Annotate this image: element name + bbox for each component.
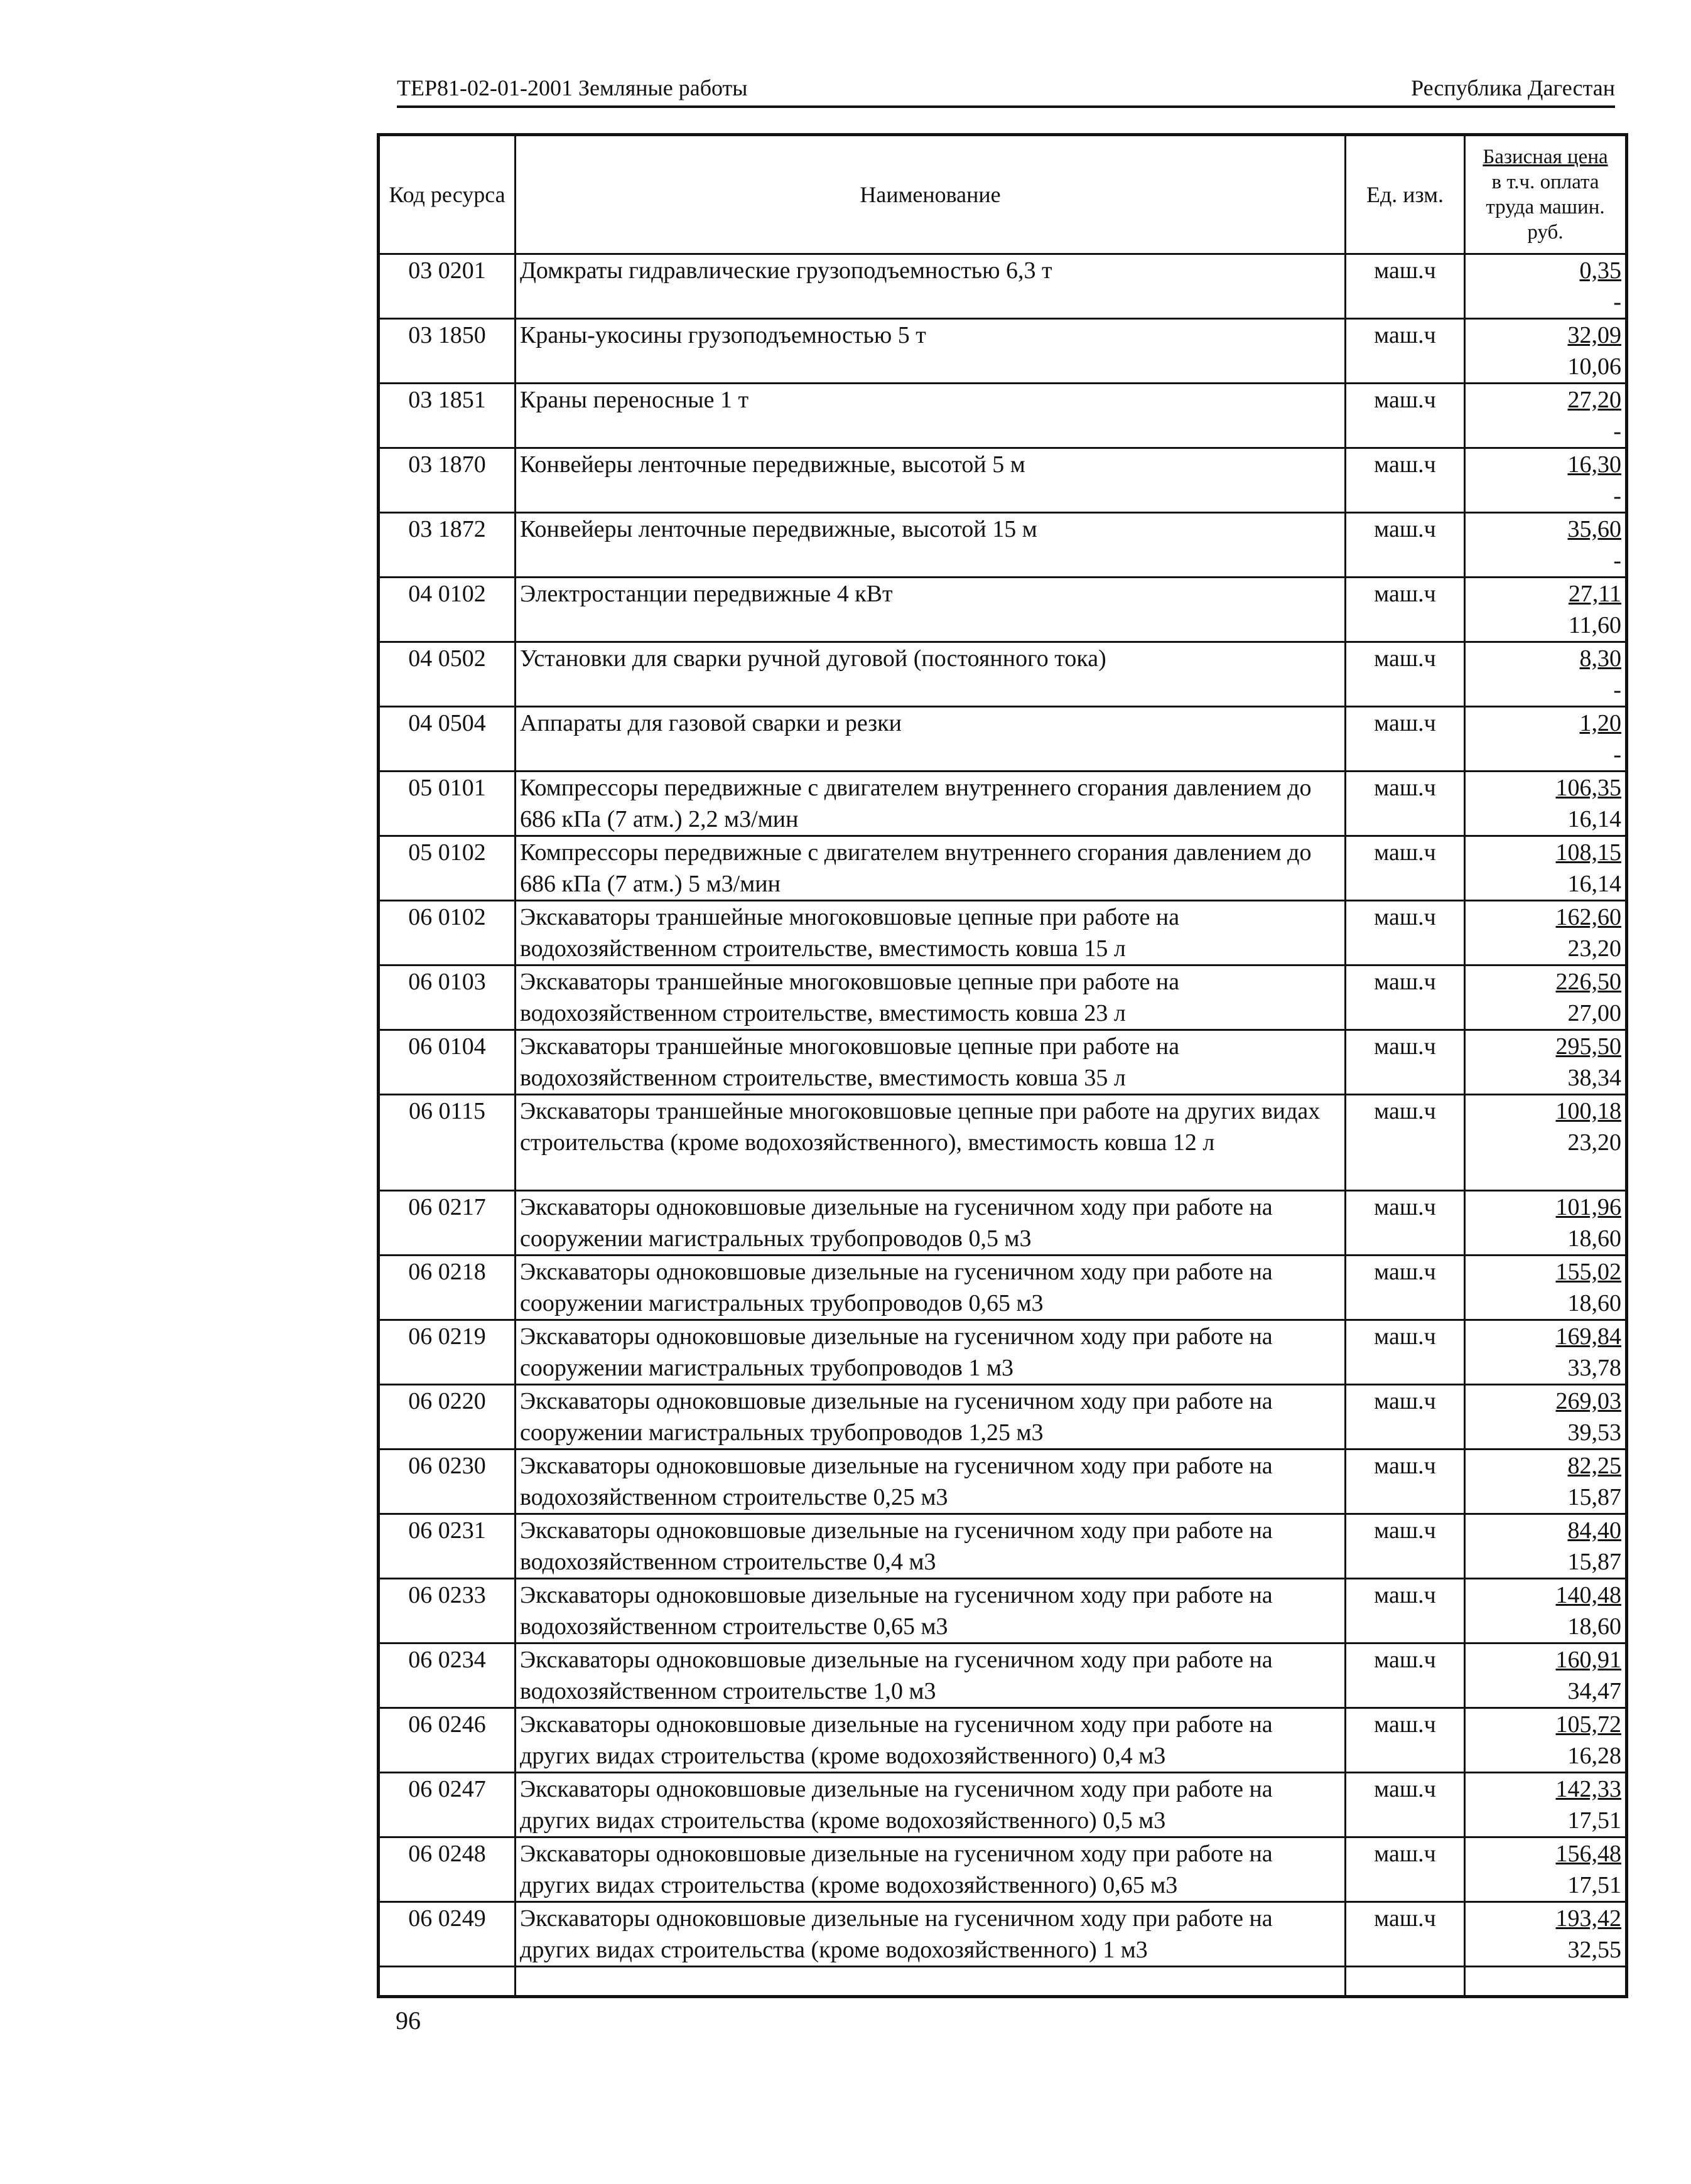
resource-price	[1465, 1837, 1627, 1902]
resource-price	[1465, 1191, 1627, 1256]
base-price: 226,50	[1555, 969, 1621, 995]
resource-unit: маш.ч	[1346, 1579, 1465, 1643]
resource-unit: маш.ч	[1346, 966, 1465, 1030]
resource-unit: маш.ч	[1346, 448, 1465, 513]
base-price: 156,48	[1555, 1841, 1621, 1867]
resource-price	[1465, 448, 1627, 513]
column-header-price	[1465, 135, 1627, 254]
labor-price: 17,51	[1567, 1872, 1621, 1898]
labor-price: -	[1613, 677, 1621, 703]
resource-unit: маш.ч	[1346, 1514, 1465, 1579]
resource-code: 03 1851	[379, 384, 516, 448]
table-row	[379, 1579, 1627, 1643]
resource-code: 06 0249	[379, 1902, 516, 1967]
labor-price: 18,60	[1567, 1290, 1621, 1316]
price-header-line3: труда машин.	[1486, 196, 1605, 218]
resource-unit: маш.ч	[1346, 1708, 1465, 1773]
resource-code: 05 0102	[379, 836, 516, 901]
resource-code: 06 0220	[379, 1385, 516, 1450]
resource-price	[1465, 1902, 1627, 1967]
resource-code: 06 0230	[379, 1450, 516, 1514]
resource-name: Экскаваторы одноковшовые дизельные на гусеничном ходу при работе на водохозяйственном строительстве 1,0 м3	[516, 1643, 1346, 1708]
table-row	[379, 966, 1627, 1030]
price-header-line4: руб.	[1527, 221, 1564, 244]
resource-price	[1465, 1773, 1627, 1837]
resource-price	[1465, 1643, 1627, 1708]
labor-price: 16,14	[1567, 871, 1621, 897]
resource-name: Экскаваторы одноковшовые дизельные на гусеничном ходу при работе на сооружении магистральных трубопроводов 0,65 м3	[516, 1256, 1346, 1320]
resource-table	[377, 133, 1628, 1998]
base-price: 35,60	[1567, 516, 1621, 542]
empty-cell	[516, 1967, 1346, 1997]
table-row	[379, 1708, 1627, 1773]
table-header-row	[379, 135, 1627, 254]
resource-code: 03 1872	[379, 513, 516, 578]
labor-price: -	[1613, 418, 1621, 444]
page-header	[397, 70, 1615, 108]
resource-code: 03 1850	[379, 319, 516, 384]
resource-name: Электростанции передвижные 4 кВт	[516, 578, 1346, 642]
resource-price	[1465, 1320, 1627, 1385]
resource-code: 03 1870	[379, 448, 516, 513]
labor-price: 15,87	[1567, 1484, 1621, 1510]
table-row	[379, 1320, 1627, 1385]
resource-code: 04 0504	[379, 707, 516, 772]
resource-code: 06 0104	[379, 1030, 516, 1095]
table-row	[379, 319, 1627, 384]
resource-name: Конвейеры ленточные передвижные, высотой 5 м	[516, 448, 1346, 513]
table-row	[379, 707, 1627, 772]
resource-unit: маш.ч	[1346, 1385, 1465, 1450]
base-price: 169,84	[1555, 1323, 1621, 1350]
base-price: 105,72	[1555, 1711, 1621, 1738]
resource-name: Экскаваторы одноковшовые дизельные на гусеничном ходу при работе на других видах строительства (кроме водохозяйственного) 0,4 м3	[516, 1708, 1346, 1773]
resource-name: Компрессоры передвижные с двигателем внутреннего сгорания давлением до 686 кПа (7 атм.) 2,2 м3/мин	[516, 772, 1346, 836]
resource-code: 06 0115	[379, 1095, 516, 1191]
price-header-line1: Базисная цена	[1483, 146, 1608, 168]
labor-price: 18,60	[1567, 1613, 1621, 1640]
resource-name: Экскаваторы одноковшовые дизельные на гусеничном ходу при работе на водохозяйственном строительстве 0,65 м3	[516, 1579, 1346, 1643]
base-price: 0,35	[1579, 257, 1621, 284]
resource-price	[1465, 1030, 1627, 1095]
resource-price	[1465, 384, 1627, 448]
resource-name: Краны переносные 1 т	[516, 384, 1346, 448]
region-name: Республика Дагестан	[1411, 75, 1615, 100]
resource-price	[1465, 1095, 1627, 1191]
resource-unit: маш.ч	[1346, 513, 1465, 578]
resource-name: Установки для сварки ручной дуговой (постоянного тока)	[516, 642, 1346, 707]
document-title: ТЕР81-02-01-2001 Земляные работы	[397, 75, 748, 100]
resource-name: Экскаваторы траншейные многоковшовые цепные при работе на водохозяйственном строительстве, вместимость ковша 23 л	[516, 966, 1346, 1030]
empty-row	[379, 1967, 1627, 1997]
table-row	[379, 1773, 1627, 1837]
base-price: 295,50	[1555, 1033, 1621, 1060]
resource-unit: маш.ч	[1346, 254, 1465, 319]
column-header-name: Наименование	[516, 135, 1346, 254]
resource-unit: маш.ч	[1346, 836, 1465, 901]
labor-price: 23,20	[1567, 1129, 1621, 1156]
resource-unit: маш.ч	[1346, 901, 1465, 966]
labor-price: 27,00	[1567, 1000, 1621, 1026]
resource-name: Компрессоры передвижные с двигателем внутреннего сгорания давлением до 686 кПа (7 атм.) 5 м3/мин	[516, 836, 1346, 901]
resource-code: 06 0248	[379, 1837, 516, 1902]
resource-unit: маш.ч	[1346, 578, 1465, 642]
base-price: 1,20	[1579, 710, 1621, 736]
resource-name: Экскаваторы одноковшовые дизельные на гусеничном ходу при работе на сооружении магистральных трубопроводов 1 м3	[516, 1320, 1346, 1385]
labor-price: 33,78	[1567, 1355, 1621, 1381]
table-row	[379, 1095, 1627, 1191]
resource-unit: маш.ч	[1346, 642, 1465, 707]
table-row	[379, 772, 1627, 836]
resource-code: 06 0102	[379, 901, 516, 966]
empty-cell	[1465, 1967, 1627, 1997]
table-row	[379, 1256, 1627, 1320]
table-row	[379, 901, 1627, 966]
table-row	[379, 1643, 1627, 1708]
base-price: 27,20	[1567, 387, 1621, 413]
resource-price	[1465, 642, 1627, 707]
resource-unit: маш.ч	[1346, 707, 1465, 772]
labor-price: 39,53	[1567, 1419, 1621, 1446]
resource-price	[1465, 1579, 1627, 1643]
resource-code: 06 0219	[379, 1320, 516, 1385]
labor-price: 11,60	[1568, 612, 1621, 638]
labor-price: 16,14	[1567, 806, 1621, 832]
table-row	[379, 1385, 1627, 1450]
labor-price: 23,20	[1567, 935, 1621, 962]
table-row	[379, 254, 1627, 319]
resource-unit: маш.ч	[1346, 1773, 1465, 1837]
resource-name: Экскаваторы одноковшовые дизельные на гусеничном ходу при работе на других видах строительства (кроме водохозяйственного) 0,5 м3	[516, 1773, 1346, 1837]
base-price: 269,03	[1555, 1388, 1621, 1414]
base-price: 160,91	[1555, 1647, 1621, 1673]
resource-unit: маш.ч	[1346, 319, 1465, 384]
resource-unit: маш.ч	[1346, 772, 1465, 836]
resource-name: Экскаваторы одноковшовые дизельные на гусеничном ходу при работе на сооружении магистральных трубопроводов 1,25 м3	[516, 1385, 1346, 1450]
column-header-unit: Ед. изм.	[1346, 135, 1465, 254]
column-header-code: Код ресурса	[379, 135, 516, 254]
resource-price	[1465, 966, 1627, 1030]
resource-name: Экскаваторы траншейные многоковшовые цепные при работе на водохозяйственном строительстве, вместимость ковша 35 л	[516, 1030, 1346, 1095]
base-price: 82,25	[1567, 1453, 1621, 1479]
resource-unit: маш.ч	[1346, 1450, 1465, 1514]
table-row	[379, 513, 1627, 578]
labor-price: -	[1613, 483, 1621, 509]
labor-price: -	[1613, 547, 1621, 574]
labor-price: 15,87	[1567, 1549, 1621, 1575]
resource-unit: маш.ч	[1346, 1643, 1465, 1708]
resource-unit: маш.ч	[1346, 384, 1465, 448]
base-price: 108,15	[1555, 839, 1621, 866]
table-row	[379, 1837, 1627, 1902]
resource-price	[1465, 513, 1627, 578]
resource-code: 06 0247	[379, 1773, 516, 1837]
base-price: 27,11	[1568, 581, 1621, 607]
resource-code: 06 0234	[379, 1643, 516, 1708]
resource-unit: маш.ч	[1346, 1191, 1465, 1256]
base-price: 155,02	[1555, 1259, 1621, 1285]
table-row	[379, 448, 1627, 513]
table-row	[379, 384, 1627, 448]
resource-unit: маш.ч	[1346, 1256, 1465, 1320]
resource-unit: маш.ч	[1346, 1030, 1465, 1095]
resource-price	[1465, 1385, 1627, 1450]
resource-code: 06 0217	[379, 1191, 516, 1256]
resource-price	[1465, 254, 1627, 319]
labor-price: 10,06	[1567, 353, 1621, 380]
resource-code: 06 0233	[379, 1579, 516, 1643]
resource-name: Домкраты гидравлические грузоподъемностью 6,3 т	[516, 254, 1346, 319]
table-row	[379, 1450, 1627, 1514]
table-row	[379, 578, 1627, 642]
resource-name: Экскаваторы траншейные многоковшовые цепные при работе на других видах строительства (кроме водохозяйственного), вместимость ковша 12 л	[516, 1095, 1346, 1191]
resource-price	[1465, 1514, 1627, 1579]
resource-price	[1465, 836, 1627, 901]
resource-name: Экскаваторы одноковшовые дизельные на гусеничном ходу при работе на других видах строительства (кроме водохозяйственного) 1 м3	[516, 1902, 1346, 1967]
base-price: 84,40	[1567, 1517, 1621, 1544]
resource-name: Экскаваторы одноковшовые дизельные на гусеничном ходу при работе на водохозяйственном строительстве 0,25 м3	[516, 1450, 1346, 1514]
table-row	[379, 1514, 1627, 1579]
labor-price: -	[1613, 289, 1621, 315]
resource-name: Экскаваторы одноковшовые дизельные на гусеничном ходу при работе на сооружении магистральных трубопроводов 0,5 м3	[516, 1191, 1346, 1256]
price-header-line2: в т.ч. оплата	[1491, 171, 1599, 193]
labor-price: 32,55	[1567, 1937, 1621, 1963]
resource-code: 06 0218	[379, 1256, 516, 1320]
base-price: 162,60	[1555, 904, 1621, 930]
resource-code: 06 0231	[379, 1514, 516, 1579]
labor-price: 34,47	[1567, 1678, 1621, 1704]
resource-price	[1465, 319, 1627, 384]
base-price: 142,33	[1555, 1776, 1621, 1802]
resource-price	[1465, 901, 1627, 966]
resource-code: 06 0246	[379, 1708, 516, 1773]
resource-unit: маш.ч	[1346, 1095, 1465, 1191]
resource-unit: маш.ч	[1346, 1902, 1465, 1967]
table-row	[379, 1902, 1627, 1967]
resource-unit: маш.ч	[1346, 1320, 1465, 1385]
labor-price: 38,34	[1567, 1065, 1621, 1091]
empty-cell	[1346, 1967, 1465, 1997]
base-price: 100,18	[1555, 1098, 1621, 1124]
labor-price: -	[1613, 741, 1621, 768]
base-price: 101,96	[1555, 1194, 1621, 1220]
resource-code: 05 0101	[379, 772, 516, 836]
page-number: 96	[396, 2006, 421, 2035]
resource-price	[1465, 707, 1627, 772]
resource-price	[1465, 772, 1627, 836]
resource-code: 06 0103	[379, 966, 516, 1030]
resource-code: 03 0201	[379, 254, 516, 319]
resource-name: Экскаваторы одноковшовые дизельные на гусеничном ходу при работе на других видах строительства (кроме водохозяйственного) 0,65 м3	[516, 1837, 1346, 1902]
resource-code: 04 0102	[379, 578, 516, 642]
base-price: 106,35	[1555, 775, 1621, 801]
base-price: 16,30	[1567, 451, 1621, 478]
resource-name: Экскаваторы одноковшовые дизельные на гусеничном ходу при работе на водохозяйственном строительстве 0,4 м3	[516, 1514, 1346, 1579]
labor-price: 16,28	[1567, 1743, 1621, 1769]
base-price: 32,09	[1567, 322, 1621, 348]
resource-name: Конвейеры ленточные передвижные, высотой 15 м	[516, 513, 1346, 578]
resource-price	[1465, 1708, 1627, 1773]
labor-price: 17,51	[1567, 1807, 1621, 1834]
base-price: 193,42	[1555, 1905, 1621, 1932]
base-price: 8,30	[1579, 645, 1621, 672]
resource-price	[1465, 578, 1627, 642]
resource-unit: маш.ч	[1346, 1837, 1465, 1902]
resource-name: Краны-укосины грузоподъемностью 5 т	[516, 319, 1346, 384]
table-row	[379, 642, 1627, 707]
empty-cell	[379, 1967, 516, 1997]
resource-code: 04 0502	[379, 642, 516, 707]
table-row	[379, 836, 1627, 901]
resource-price	[1465, 1256, 1627, 1320]
resource-price	[1465, 1450, 1627, 1514]
labor-price: 18,60	[1567, 1225, 1621, 1252]
resource-name: Аппараты для газовой сварки и резки	[516, 707, 1346, 772]
table-row	[379, 1030, 1627, 1095]
resource-name: Экскаваторы траншейные многоковшовые цепные при работе на водохозяйственном строительстве, вместимость ковша 15 л	[516, 901, 1346, 966]
base-price: 140,48	[1555, 1582, 1621, 1608]
table-row	[379, 1191, 1627, 1256]
